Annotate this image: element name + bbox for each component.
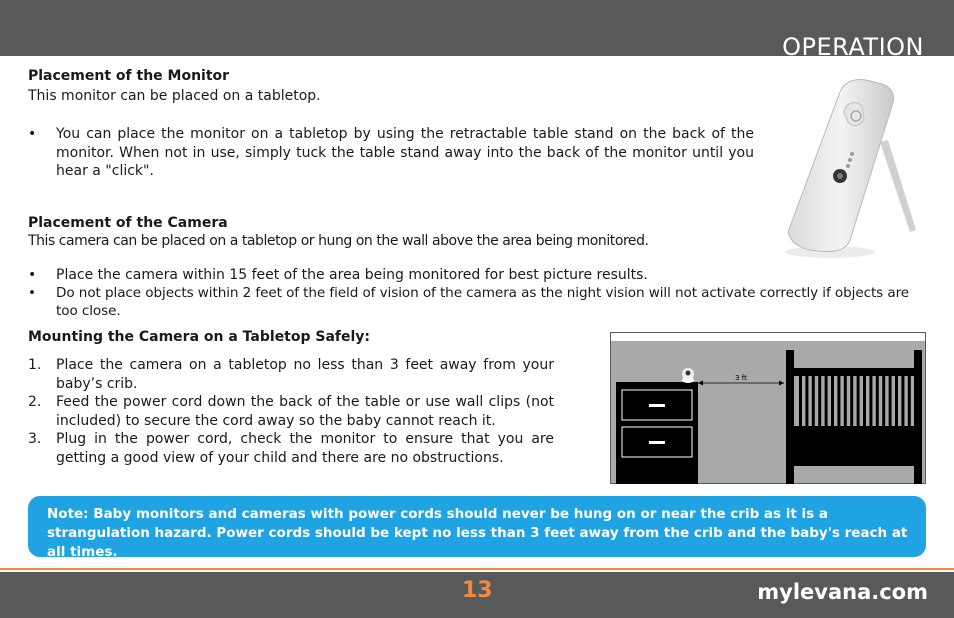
crib-slat	[805, 376, 808, 426]
bullet-icon: •	[28, 267, 37, 283]
crib-slat	[825, 376, 828, 426]
crib-slat	[818, 376, 821, 426]
crib-slat	[889, 376, 892, 426]
crib-slat	[882, 376, 885, 426]
list-item	[28, 125, 754, 181]
camera-bullet-list	[28, 266, 928, 320]
bullet-text: You can place the monitor on a tabletop by using the retractable table stand on the back of the monitor. When not in use, simply tuck the table stand away into the back of the monitor until you hear a "click".	[56, 126, 754, 179]
camera-placement-intro: This camera can be placed on a tabletop or hung on the wall above the area being monitored.	[28, 233, 649, 249]
camera-placement-heading: Placement of the Camera	[28, 215, 228, 231]
step-number: 3.	[28, 431, 42, 447]
camera-icon	[682, 368, 694, 383]
crib-slat	[876, 376, 879, 426]
mounting-steps-list	[28, 356, 554, 467]
step-text: Place the camera on a tabletop no less than 3 feet away from your baby’s crib.	[56, 357, 554, 392]
monitor-placement-intro: This monitor can be placed on a tabletop.	[28, 88, 321, 104]
crib-slat	[901, 376, 904, 426]
table-illustration	[616, 382, 698, 484]
crib-slat	[850, 376, 853, 426]
website-url: mylevana.com	[757, 580, 928, 604]
safety-note	[28, 496, 926, 560]
mounting-heading: Mounting the Camera on a Tabletop Safely:	[28, 329, 371, 345]
crib-slat	[844, 376, 847, 426]
list-item	[28, 266, 928, 284]
list-item	[28, 356, 554, 393]
crib-slat	[837, 376, 840, 426]
list-item	[28, 393, 554, 430]
bullet-icon: •	[28, 285, 36, 301]
list-item	[28, 430, 554, 467]
crib-slat	[908, 376, 911, 426]
crib-slat	[869, 376, 872, 426]
step-text: Feed the power cord down the back of the table or use wall clips (not included) to secure the cord away so the baby cannot reach it.	[56, 394, 554, 429]
section-title: OPERATION	[782, 33, 924, 61]
monitor-illustration	[770, 72, 940, 262]
crib-slat	[857, 376, 860, 426]
step-number: 1.	[28, 357, 42, 373]
distance-label: 3 ft	[735, 374, 747, 382]
crib-distance-diagram	[610, 332, 926, 484]
step-text: Plug in the power cord, check the monitor to ensure that you are getting a good view of your child and there are no obstructions.	[56, 431, 554, 466]
step-number: 2.	[28, 394, 42, 410]
crib-slat	[895, 376, 898, 426]
crib-slat	[812, 376, 815, 426]
crib-slat	[799, 376, 802, 426]
safety-note-text: Note: Baby monitors and cameras with power cords should never be hung on or near the crib as it is a strangulation hazard. Power cords should be kept no less than 3 feet away from the crib and the baby's reach at all times.	[47, 506, 908, 560]
bullet-icon: •	[28, 126, 37, 142]
crib-slat	[863, 376, 866, 426]
bullet-text: Do not place objects within 2 feet of the field of vision of the camera as the night vision will not activate correctly if objects are too close.	[56, 285, 910, 319]
monitor-bullet-list	[28, 125, 754, 181]
list-item	[28, 284, 928, 320]
monitor-placement-heading: Placement of the Monitor	[28, 68, 230, 84]
bullet-text: Place the camera within 15 feet of the area being monitored for best picture results.	[56, 267, 648, 283]
crib-slat	[831, 376, 834, 426]
page-number: 13	[462, 578, 493, 603]
footer-divider	[0, 568, 954, 570]
